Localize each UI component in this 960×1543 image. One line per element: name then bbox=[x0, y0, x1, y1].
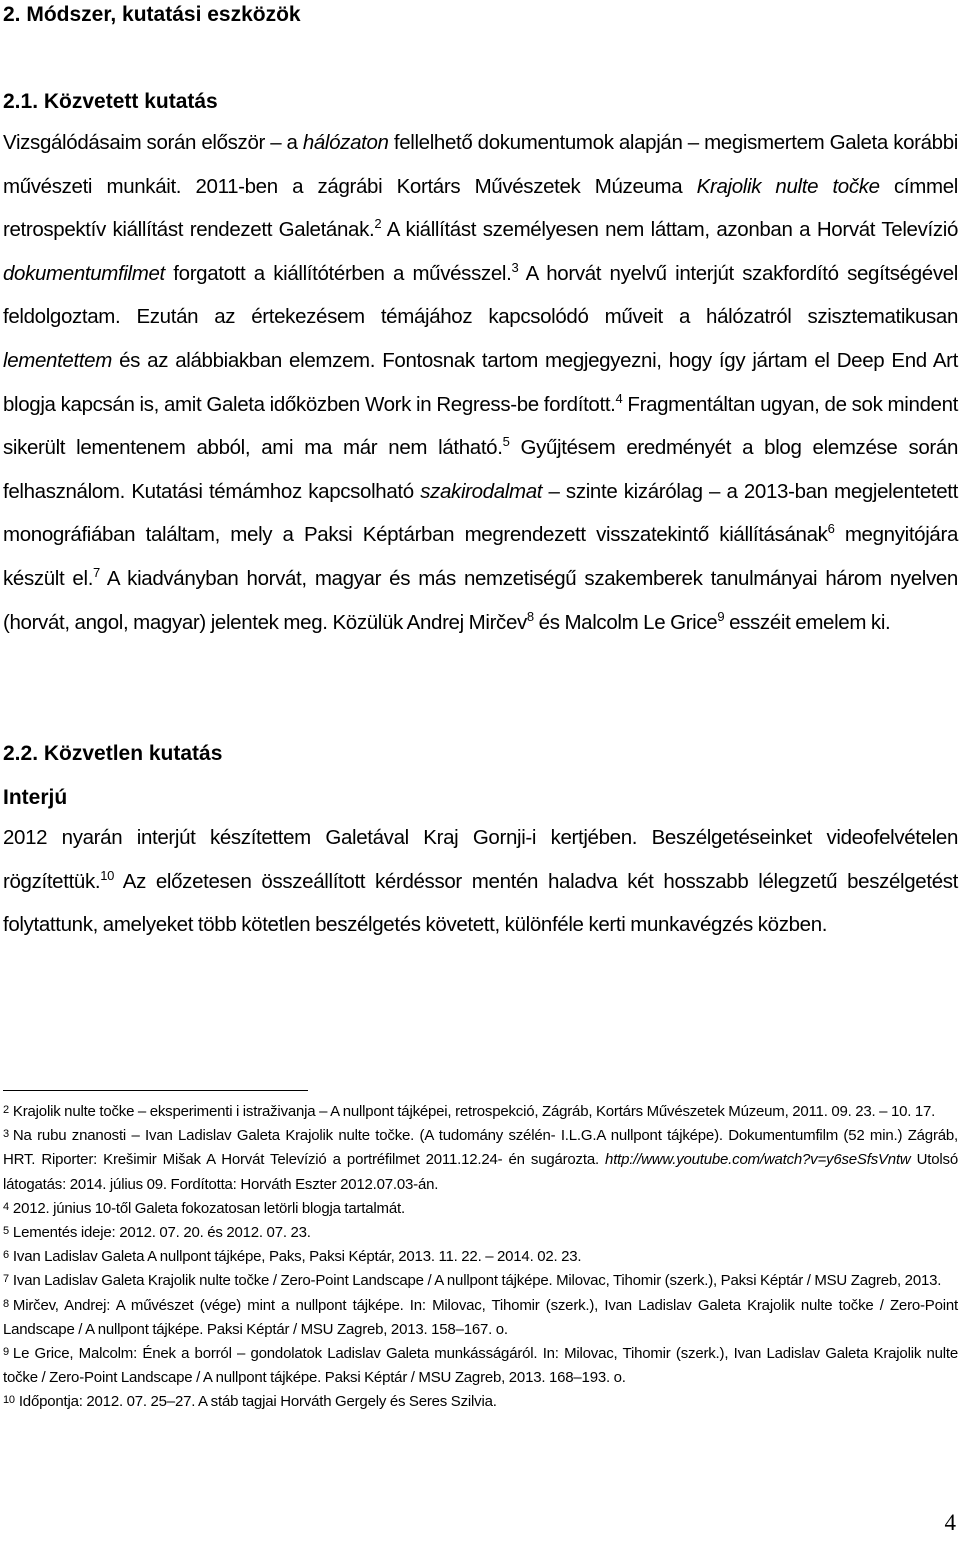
footnote-ref: 3 bbox=[511, 259, 519, 275]
footnote-ref: 9 bbox=[717, 608, 725, 624]
interview-heading: Interjú bbox=[3, 786, 68, 809]
subsection-heading-indirect: 2.1. Közvetett kutatás bbox=[3, 90, 218, 113]
footnote: $^2$ Krajolik nulte točke – eksperimenti i istraživanja – A nullpont tájképei, retrospekció, Zágráb, Kortárs Művészetek Múzeum, 2011. 09. 23. – 10. 17. bbox=[3, 1103, 936, 1120]
footnote: $^4$ 2012. június 10-től Galeta fokozatosan letörli blogja tartalmát. bbox=[3, 1199, 405, 1217]
footnote: $^9$ Le Grice, Malcolm: Ének a borról – gondolatok Ladislav Galeta munkásságáról. In: Milovac, Tihomir (szerk.), Ivan Ladislav Galeta Krajolik nulte točke / Zero-Point Landscape / A nullpont tájképe. Paksi Képtár / MSU Zagreb, 2013. 168–193. o. bbox=[3, 1345, 958, 1387]
footnote: $^8$ Mirčev, Andrej: A művészet (vége) mint a nullpont tájképe. In: Milovac, Tihomir (szerk.), Ivan Ladislav Galeta Krajolik nulte točke / Zero-Point Landscape / A nullpont tájképe. Paksi Képtár / MSU Zagreb, 2013. 158–167. o. bbox=[3, 1296, 958, 1338]
paragraph-interview: 2012 nyarán interjút készítettem Galetával Kraj Gornji-i kertjében. Beszélgetéseinket videofelvételen rögzítettük.$^{10}$ Az előzetesen összeállított kérdéssor mentén haladva két hosszabb lélegzetű beszélgetést folytattunk, amelyeket több kötetlen beszélgetés követett, különféle kerti munkavégzés közben. bbox=[3, 826, 958, 937]
footnotes bbox=[3, 1100, 958, 1415]
footnote-ref: 7 bbox=[93, 564, 100, 580]
footnote-separator bbox=[3, 1090, 308, 1091]
subsection-heading-direct: 2.2. Közvetlen kutatás bbox=[3, 742, 223, 765]
footnote-ref: 8 bbox=[526, 608, 534, 624]
footnote: $^3$ Na rubu znanosti – Ivan Ladislav Galeta Krajolik nulte točke. (A tudomány szélén- I.L.G.A nullpont tájképe). Dokumentumfilm (52 min.) Zágráb, HRT. Riporter: Krešimir Mišak A Horvát Televízió a portréfilmet 2011.12.24- én sugározta. http://www.youtube.com/watch?v=y6seSfsVntw Utolsó látogatás: 2014. július 09. Fordította: Horváth Eszter 2012.07.03-án. bbox=[3, 1127, 958, 1193]
section-heading: 2. Módszer, kutatási eszközök bbox=[3, 3, 301, 26]
paragraph-indirect-research: Vizsgálódásaim során először – a hálózaton fellelhető dokumentumok alapján – megismertem Galeta korábbi művészeti munkáit. 2011-ben a zágrábi Kortárs Művészetek Múzeuma Krajolik nulte točke címmel retrospektív kiállítást rendezett Galetának.$^2$ A kiállítást személyesen nem láttam, azonban a Horvát Televízió dokumentumfilmet forgatott a kiállítótérben a művésszel.$^3$ A horvát nyelvű interjút szakfordító segítségével feldolgoztam. Ezután az értekezésem témájához kapcsolódó műveit a hálózatról szisztematikusan lementettem és az alábbiakban elemzem. Fontosnak tartom megjegyezni, hogy így jártam el Deep End Art blogja kapcsán is, amit Galeta időközben Work in Regress-be fordított.$^4$ Fragmentáltan ugyan, de sok mindent sikerült lementenem abból, ami ma már nem látható.$^5$ Gyűjtésem eredményét a blog elemzése során felhasználom. Kutatási témámhoz kapcsolható szakirodalmat – szinte kizárólag – a 2013-ban megjelentetett monográfiában találtam, mely a Paksi Képtárban megrendezett visszatekintő kiállításának$^6$ megnyitójára készült el.$^7$ A kiadványban horvát, magyar és más nemzetiségű szakemberek tanulmányai három nyelven (horvát, angol, magyar) jelentek meg. Közülük Andrej Mirčev$^8$ és Malcolm Le Grice$^9$ esszéit emelem ki. bbox=[3, 131, 959, 634]
footnote-ref: 6 bbox=[827, 521, 835, 537]
footnote: $^5$ Lementés ideje: 2012. 07. 20. és 2012. 07. 23. bbox=[3, 1224, 311, 1242]
footnote: $^6$ Ivan Ladislav Galeta A nullpont tájképe, Paks, Paksi Képtár, 2013. 11. 22. – 2014. 02. 23. bbox=[3, 1248, 582, 1266]
footnote-ref: 2 bbox=[374, 216, 382, 232]
footnote-link[interactable]: http://www.youtube.com/watch?v=y6seSfsVntw bbox=[605, 1151, 911, 1169]
footnote: $^{10}$ Időpontja: 2012. 07. 25–27. A stáb tagjai Horváth Gergely és Seres Szilvia. bbox=[3, 1393, 497, 1411]
footnote-ref: 5 bbox=[502, 434, 510, 450]
footnote: $^7$ Ivan Ladislav Galeta Krajolik nulte točke / Zero-Point Landscape / A nullpont tájképe. Milovac, Tihomir (szerk.), Paksi Képtár / MSU Zagreb, 2013. bbox=[3, 1272, 942, 1290]
footnote-ref: 4 bbox=[615, 390, 623, 406]
footnote-ref: 10 bbox=[100, 867, 114, 883]
page-number: 4 bbox=[944, 1510, 956, 1535]
